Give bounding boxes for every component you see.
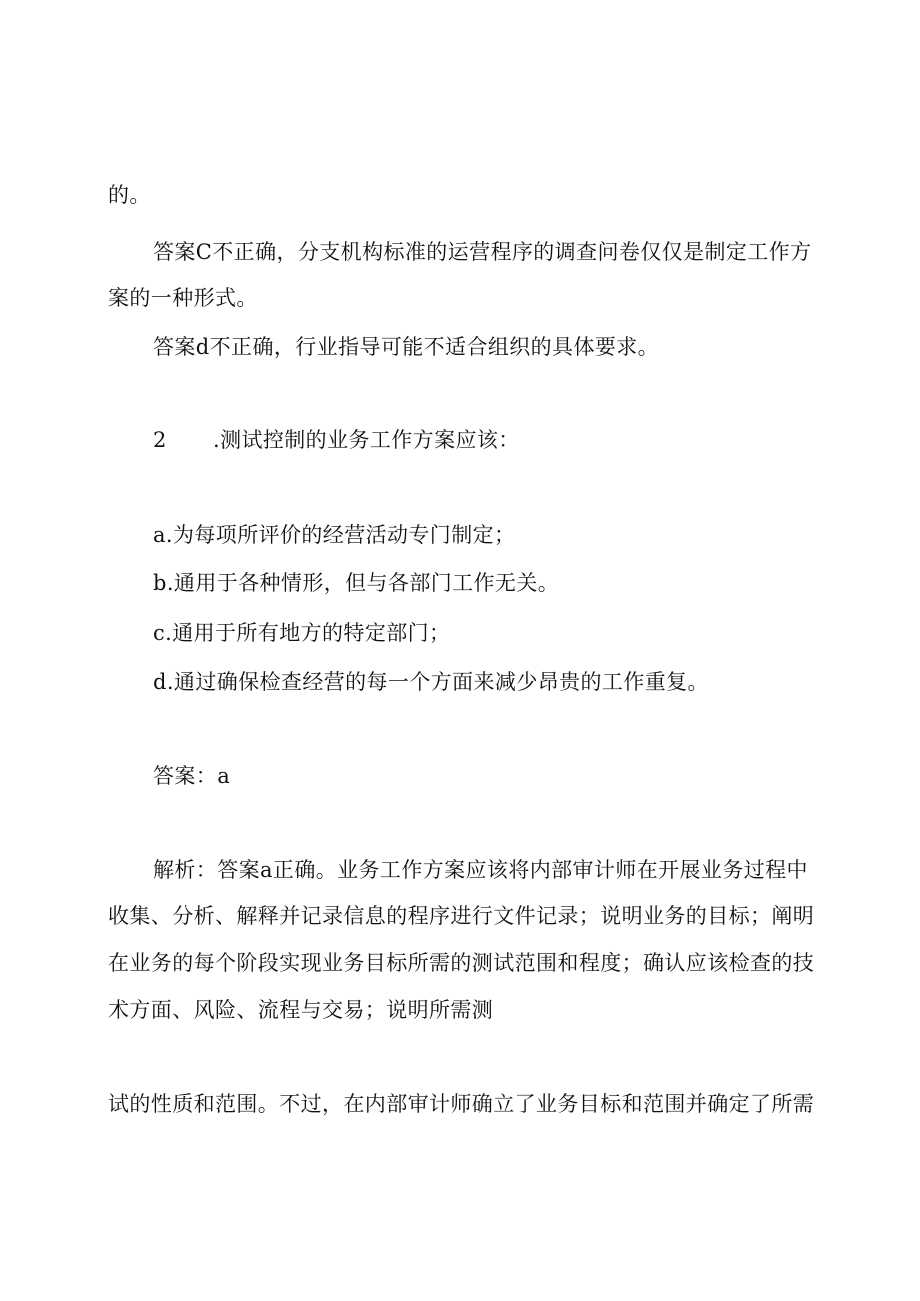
explanation-line-2: 收集、分析、解释并记录信息的程序进行文件记录；说明业务的目标；阐明 bbox=[108, 904, 815, 928]
explanation-line-4: 术方面、风险、流程与交易；说明所需测 bbox=[108, 998, 494, 1022]
option-b: b.通用于各种情形，但与各部门工作无关。 bbox=[153, 571, 560, 595]
option-c: c.通用于所有地方的特定部门； bbox=[153, 621, 451, 645]
question-2 bbox=[153, 426, 520, 454]
answer-c-line-1: 答案C不正确，分支机构标准的运营程序的调查问卷仅仅是制定工作方 bbox=[153, 240, 812, 264]
question-number: 2 bbox=[153, 428, 167, 452]
continued-text: 的。 bbox=[108, 183, 151, 207]
answer-d: 答案d不正确，行业指导可能不适合组织的具体要求。 bbox=[153, 335, 660, 359]
explanation-line-3: 在业务的每个阶段实现业务目标所需的测试范围和程度；确认应该检查的技 bbox=[108, 951, 815, 975]
question-text: .测试控制的业务工作方案应该： bbox=[213, 428, 520, 452]
option-d: d.通过确保检查经营的每一个方面来减少昂贵的工作重复。 bbox=[153, 670, 709, 694]
answer-c-line-2: 案的一种形式。 bbox=[108, 286, 258, 310]
answer: 答案：a bbox=[153, 764, 231, 788]
explanation-line-1: 解析：答案a正确。业务工作方案应该将内部审计师在开展业务过程中 bbox=[153, 858, 808, 882]
explanation-continuation: 试的性质和范围。不过，在内部审计师确立了业务目标和范围并确定了所需 bbox=[108, 1092, 815, 1116]
option-a: a.为每项所评价的经营活动专门制定； bbox=[153, 523, 516, 547]
